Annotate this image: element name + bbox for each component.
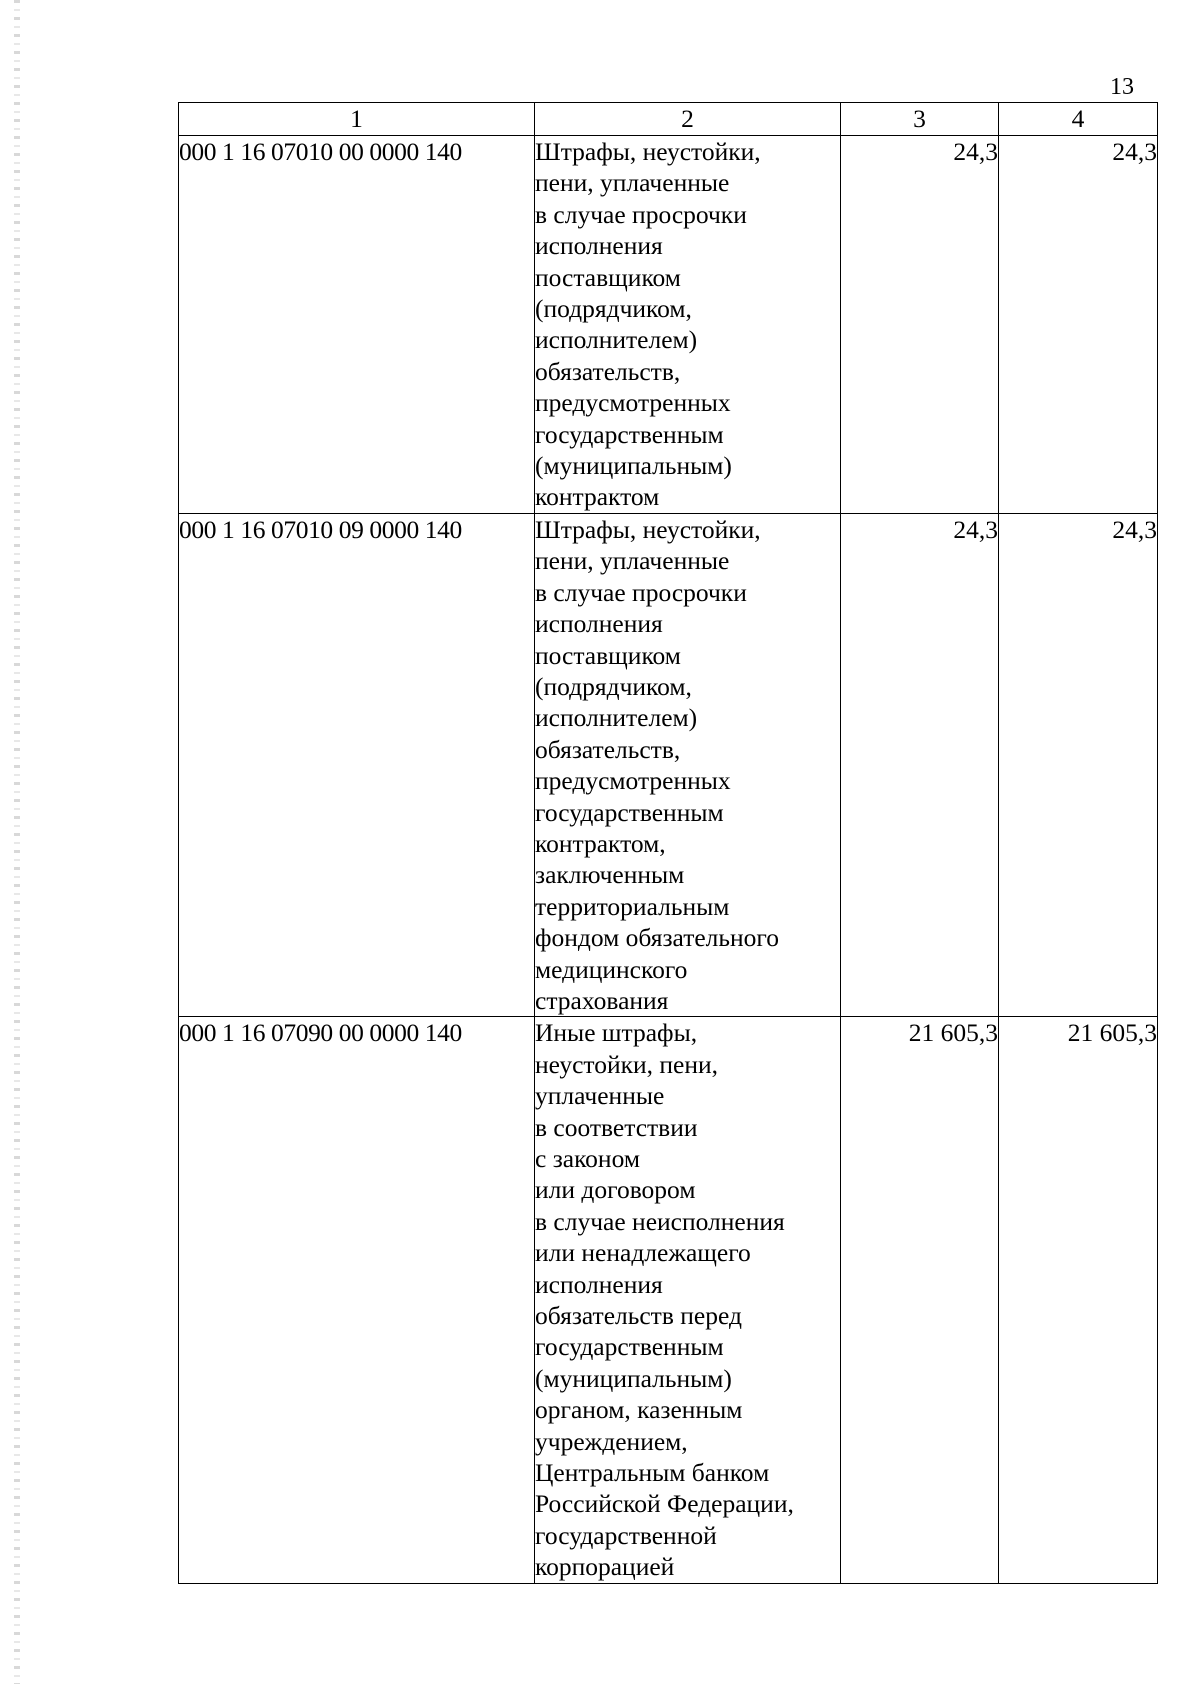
scan-edge-artifact	[14, 0, 20, 1684]
description-line: Центральным банком	[535, 1458, 770, 1488]
column-header-4: 4	[999, 103, 1158, 136]
description-line: государственным	[535, 797, 724, 827]
revenue-table	[178, 102, 1158, 1584]
amount-col3-cell: 24,3	[841, 513, 999, 1017]
table-header-row	[179, 103, 1158, 136]
description-line: контрактом	[535, 482, 660, 512]
description-line: или договором	[535, 1175, 696, 1205]
amount-col4-cell: 24,3	[999, 513, 1158, 1017]
description-line: в случае просрочки	[535, 199, 747, 229]
description-line: исполнения	[535, 231, 663, 261]
description-line: медицинского	[535, 954, 688, 984]
description-line: органом, казенным	[535, 1395, 743, 1425]
description-line: поставщиком	[535, 262, 681, 292]
description-line: обязательств,	[535, 356, 681, 386]
description-line: пени, уплаченные	[535, 546, 730, 576]
description-line: Иные штрафы,	[535, 1018, 698, 1048]
description-line: корпорацией	[535, 1552, 675, 1582]
description-line: Штрафы, неустойки,	[535, 514, 761, 544]
description-line: государственным	[535, 1332, 724, 1362]
description-line: территориальным	[535, 891, 730, 921]
description-line: или ненадлежащего	[535, 1238, 751, 1268]
amount-col3-cell: 24,3	[841, 136, 999, 514]
description-cell	[535, 1017, 841, 1583]
description-line: поставщиком	[535, 640, 681, 670]
description-line: исполнения	[535, 1269, 663, 1299]
description-line: (муниципальным)	[535, 451, 732, 481]
description-line: (муниципальным)	[535, 1363, 732, 1393]
amount-col4-cell: 24,3	[999, 136, 1158, 514]
page-number: 13	[1110, 74, 1134, 100]
column-header-2: 2	[535, 103, 841, 136]
budget-code-cell: 000 1 16 07090 00 0000 140	[179, 1017, 535, 1583]
description-line: с законом	[535, 1144, 640, 1173]
description-line: учреждением,	[535, 1426, 688, 1456]
table-row	[179, 1017, 1158, 1583]
description-line: предусмотренных	[535, 766, 731, 796]
description-line: исполнения	[535, 609, 663, 639]
amount-col4-cell: 21 605,3	[999, 1017, 1158, 1583]
description-line: государственным	[535, 419, 724, 449]
description-line: Российской Федерации,	[535, 1489, 794, 1519]
description-line: заключенным	[535, 860, 685, 890]
table-row	[179, 136, 1158, 514]
description-line: обязательств перед	[535, 1301, 742, 1331]
description-line: предусмотренных	[535, 388, 731, 418]
table-body	[179, 136, 1158, 1584]
description-line: пени, уплаченные	[535, 168, 730, 198]
description-line: страхования	[535, 985, 669, 1015]
budget-code-cell: 000 1 16 07010 00 0000 140	[179, 136, 535, 514]
description-cell	[535, 513, 841, 1017]
description-line: обязательств,	[535, 734, 681, 764]
description-line: государственной	[535, 1520, 717, 1550]
description-line: исполнителем)	[535, 703, 698, 733]
description-line: в случае неисполнения	[535, 1206, 785, 1236]
description-line: фондом обязательного	[535, 923, 780, 953]
description-line: (подрядчиком,	[535, 671, 692, 701]
description-line: неустойки, пени,	[535, 1049, 719, 1079]
description-line: контрактом,	[535, 828, 666, 858]
description-line: (подрядчиком,	[535, 294, 692, 324]
amount-col3-cell: 21 605,3	[841, 1017, 999, 1583]
description-cell	[535, 136, 841, 514]
description-line: в соответствии	[535, 1112, 698, 1142]
description-line: Штрафы, неустойки,	[535, 137, 761, 166]
description-line: исполнителем)	[535, 325, 698, 355]
column-header-3: 3	[841, 103, 999, 136]
table-row	[179, 513, 1158, 1017]
description-line: уплаченные	[535, 1081, 665, 1111]
column-header-1: 1	[179, 103, 535, 136]
description-line: в случае просрочки	[535, 577, 747, 607]
budget-code-cell: 000 1 16 07010 09 0000 140	[179, 513, 535, 1017]
